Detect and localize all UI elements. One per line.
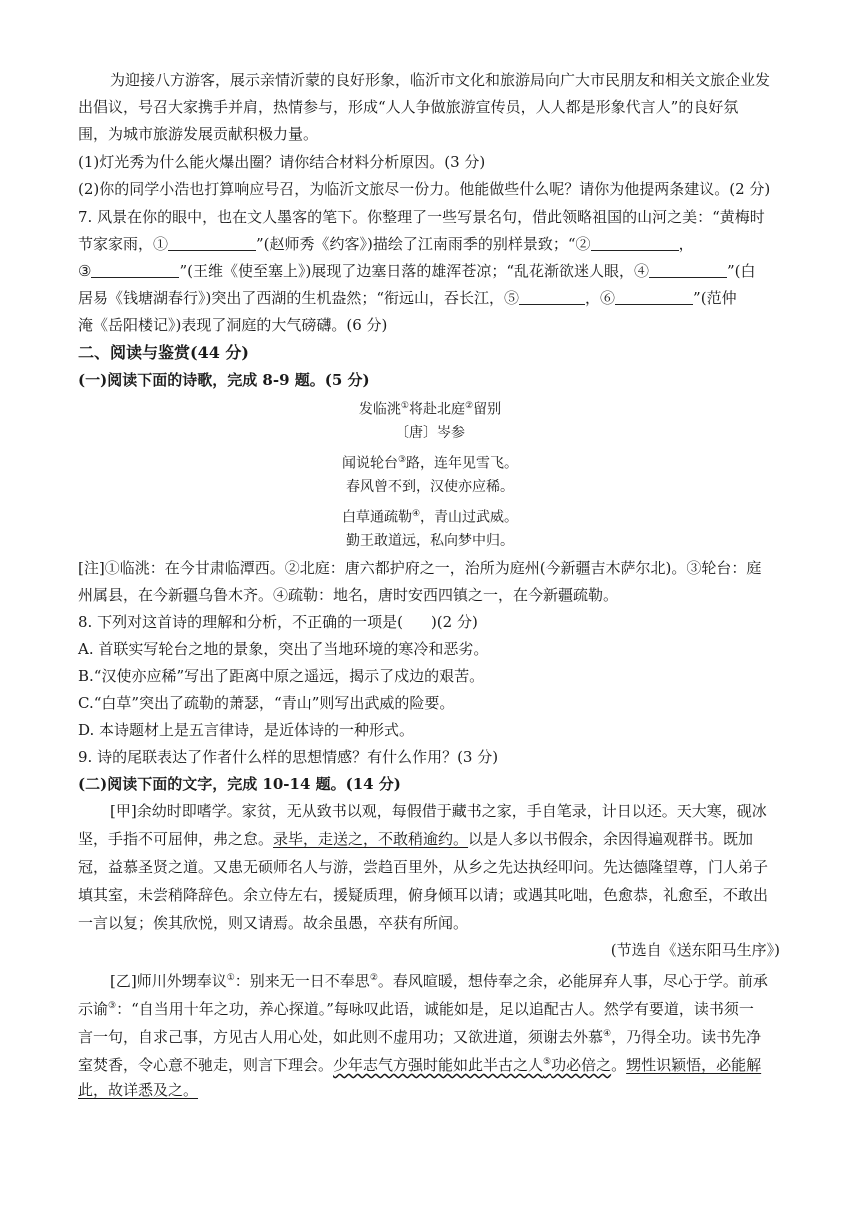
poem-note-line-2: 州属县，在今新疆乌鲁木齐。④疏勒：地名，唐时安西四镇之一，在今新疆疏勒。 [78,586,619,604]
q7-text: ”(王维《使至塞上》)展现了边塞日落的雄浑苍凉；“乱花渐欲迷人眼，④ [179,262,649,280]
jia-line-5: 一言以复；俟其欣悦，则又请焉。故余虽愚，卒获有所闻。 [78,914,469,932]
part-1-heading: (一)阅读下面的诗歌，完成 8-9 题。(5 分) [78,371,370,389]
q7-text: ”(赵师秀《约客》)描绘了江南雨季的别样景致；“② [256,235,591,253]
option-a: A. 首联实写轮台之地的景象，突出了当地环境的寒冷和恶劣。 [78,640,489,658]
q7-text: 节家家雨，① [78,235,169,253]
poem-title: 发临洮①将赴北庭②留别 [358,401,502,418]
jia-line-4: 填其室，未尝稍降辞色。余立侍左右，援疑质理，俯身倾耳以请；或遇其叱咄，色愈恭，礼愈至，不敢出 [78,886,769,904]
intro-line-2: 出倡议，号召大家携手并肩，热情参与，形成“人人争做旅游宣传员，人人都是形象代言人”的良好氛 [78,98,739,116]
yi-line-3: 言一句，自求己事，方见古人用心处，如此则不虚用功；又欲进道，须谢去外慕④，乃得全功。读书先净 [78,1028,762,1046]
question-6-2: (2)你的同学小浩也打算响应号召，为临沂文旅尽一份力。他能做些什么呢？请你为他提两条建议。(2 分) [78,180,771,198]
question-6-1: (1)灯光秀为什么能火爆出圈？请你结合材料分析原因。(3 分) [78,153,486,171]
q7-text: 居易《钱塘湖春行》)突出了西湖的生机盎然；“衔远山，吞长江，⑤ [78,289,520,307]
jia-line-2: 坚，手指不可屈伸，弗之怠。录毕，走送之，不敢稍逾约。以是人多以书假余，余因得遍观群书。既加 [78,830,754,848]
question-7-line-5: 淹《岳阳楼记》)表现了洞庭的大气磅礴。(6 分) [78,316,388,334]
q7-text: ③ [78,262,92,280]
q7-text: ， [678,235,694,253]
intro-line-3: 围，为城市旅游发展贡献积极力量。 [78,125,319,143]
option-b: B.“汉使亦应稀”写出了距离中原之遥远，揭示了戍边的艰苦。 [78,667,485,685]
question-7-line-2 [78,234,694,254]
yi-line-4: 室焚香，令心意不驰走，则言下理会。少年志气方强时能如此半古之人⑤功必倍之。甥性识颖悟，必能解 [78,1056,762,1074]
question-9: 9. 诗的尾联表达了作者什么样的思想情感？有什么作用？(3 分) [78,748,499,766]
answer-blank-5[interactable] [519,290,585,305]
q7-text: ”(白 [727,262,756,280]
jia-line-1: [甲]余幼时即嗜学。家贫，无从致书以观，每假借于藏书之家，手自笔录，计日以还。天大寒，砚冰 [110,802,767,820]
q7-text: ，⑥ [585,289,616,307]
jia-line-3: 冠，益慕圣贤之道。又患无硕师名人与游，尝趋百里外，从乡之先达执经叩问。先达德隆望尊，门人弟子 [78,858,769,876]
answer-blank-3[interactable] [91,263,179,278]
wavy-underlined-sentence: 少年志气方强时能如此半古之人⑤功必倍之 [333,1056,612,1074]
poem-note-line-1: [注]①临洮：在今甘肃临潭西。②北庭：唐六都护府之一，治所为庭州(今新疆吉木萨尔北)。③轮台：庭 [78,559,762,577]
intro-line-1: 为迎接八方游客，展示亲情沂蒙的良好形象，临沂市文化和旅游局向广大市民朋友和相关文旅企业发 [110,71,771,89]
question-7-line-3 [78,261,756,281]
answer-blank-2[interactable] [591,236,679,251]
q7-text: ”(范仲 [693,289,737,307]
option-c: C.“白草”突出了疏勒的萧瑟，“青山”则写出武威的险要。 [78,694,455,712]
section-heading: 二、阅读与鉴赏(44 分) [78,343,249,362]
question-7-line-1: 7. 风景在你的眼中，也在文人墨客的笔下。你整理了一些写景名句，借此领略祖国的山河之美：“黄梅时 [78,208,765,226]
question-7-line-4 [78,288,737,308]
poem-line-4: 勤王敢道远，私向梦中归。 [346,533,514,549]
poem-line-2: 春风曾不到，汉使亦应稀。 [346,479,514,495]
poem-line-1: 闻说轮台③路，连年见雪飞。 [341,455,519,472]
poem-author: 〔唐〕岑参 [395,425,465,441]
underlined-sentence: 录毕，走送之，不敢稍逾约。 [273,830,469,848]
answer-blank-1[interactable] [168,236,256,251]
underlined-sentence: 甥性识颖悟，必能解 [626,1056,762,1074]
option-d: D. 本诗题材上是五言律诗，是近体诗的一种形式。 [78,721,415,739]
yi-line-2: 示谕③：“自当用十年之功，养心探道。”每咏叹此语，诚能如是，足以追配古人。然学有要道，读书须一 [78,1000,754,1018]
yi-line-1: [乙]师川外甥奉议①：别来无一日不奉思②。春风暄暖，想侍奉之余，必能屏弃人事，尽心于学。前承 [110,972,768,990]
answer-blank-6[interactable] [615,290,693,305]
jia-source: (节选自《送东阳马生序》) [610,941,780,959]
yi-line-5 [78,1080,198,1100]
part-2-heading: (二)阅读下面的文字，完成 10-14 题。(14 分) [78,775,401,793]
underlined-sentence: 此，故详悉及之。 [78,1081,199,1099]
question-8-stem: 8. 下列对这首诗的理解和分析，不正确的一项是( )(2 分) [78,613,478,631]
answer-blank-4[interactable] [649,263,727,278]
poem-line-3: 白草通疏勒④，青山过武威。 [341,509,519,526]
